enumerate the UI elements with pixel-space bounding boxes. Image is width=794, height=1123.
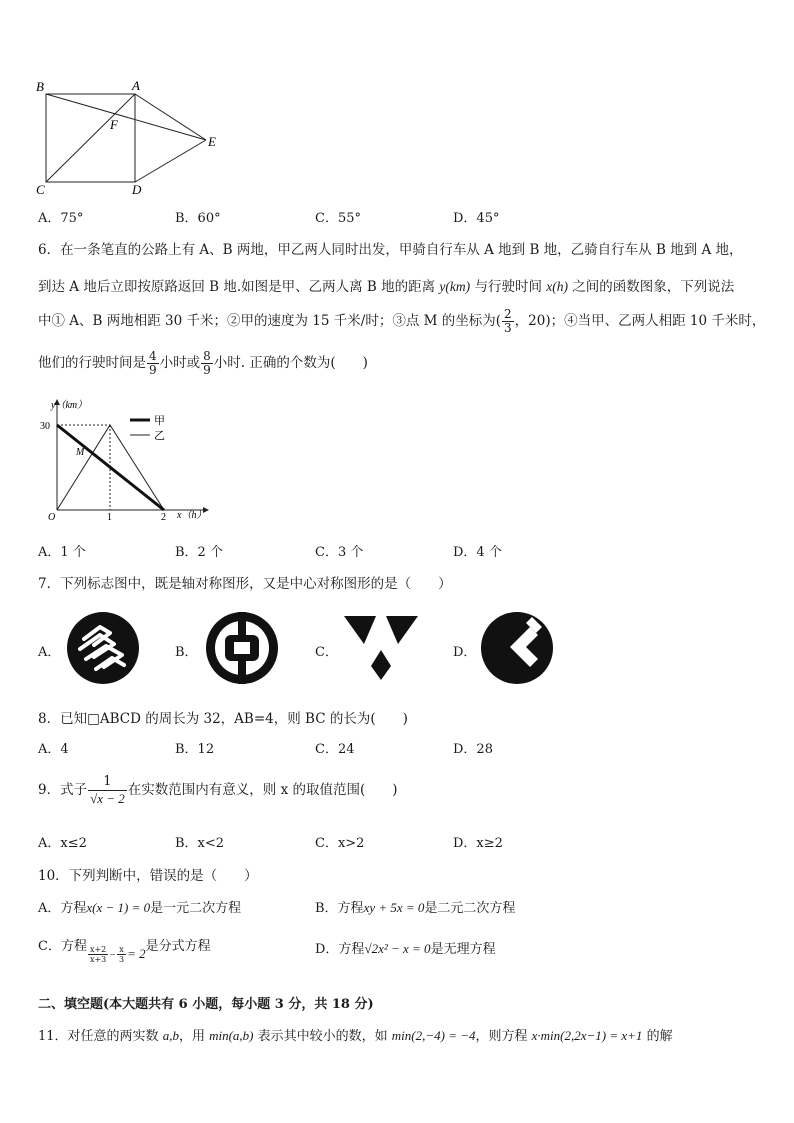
q7-option-a[interactable]: A． <box>38 645 61 660</box>
q6-legend-jia: 甲 <box>154 415 165 427</box>
q6-line-4a: 他们的行驶时间是 <box>38 355 146 371</box>
q6-line-4c: 小时. 正确的个数为( ) <box>213 355 368 371</box>
q10-option-a-suffix: 是一元二次方程 <box>150 901 242 916</box>
q7-stem: 7．下列标志图中，既是轴对称图形，又是中心对称图形的是（ ） <box>38 576 452 592</box>
q10-option-c-suffix: 是分式方程 <box>145 939 211 954</box>
q9-option-c[interactable]: C．x>2 <box>315 836 365 851</box>
q5-option-c[interactable]: C．55° <box>315 211 361 226</box>
q6-line-3a: 中① A、B 两地相距 30 千米；②甲的速度为 15 千米/时；③点 M 的坐标为( <box>38 313 501 329</box>
q10-option-d-equation: √2x² − x = 0 <box>364 941 431 956</box>
q8-stem: 8．已知□ABCD 的周长为 32，AB=4，则 BC 的长为( ) <box>38 711 408 727</box>
q5-option-b[interactable]: B．60° <box>175 211 221 226</box>
q9-fraction: $\frac{1}{√x - 2}$ <box>90 774 125 806</box>
q10-option-c-equals: = 2 <box>127 946 146 961</box>
q11-text-equation: x·min(2,2x−1) = x+1 <box>531 1028 643 1043</box>
q10-option-c[interactable] <box>38 935 211 964</box>
q6-option-b[interactable]: B．2 个 <box>175 545 223 560</box>
q6-graph <box>30 394 220 526</box>
q5-option-a[interactable]: A．75° <box>38 211 84 226</box>
q6-line-4 <box>38 350 368 377</box>
q9-option-d[interactable]: D．x≥2 <box>453 836 503 851</box>
q5-label-f: F <box>110 117 118 132</box>
q6-x-unit: x(h) <box>546 279 568 294</box>
q6-line-3b: ，20)；④当甲、乙两人相距 10 千米时， <box>514 313 766 329</box>
section-2-heading: 二、填空题(本大题共有 6 小题，每小题 3 分，共 18 分) <box>38 997 374 1012</box>
q6-line-2e: 之间的函数图象，下列说法 <box>567 279 735 295</box>
q5-label-b: B <box>36 79 44 94</box>
q6-line-3 <box>38 308 765 335</box>
q7-option-d[interactable]: D． <box>453 645 477 660</box>
q10-option-d-suffix: 是无理方程 <box>430 942 496 957</box>
q7-option-b[interactable]: B． <box>175 645 198 660</box>
q11-text-example: min(2,−4) = −4 <box>391 1028 476 1043</box>
q9-stem-b: 在实数范围内有意义，则 x 的取值范围( ) <box>127 782 398 798</box>
q6-line-4b: 小时或 <box>159 355 201 371</box>
q5-label-a: A <box>132 78 140 93</box>
q6-legend-yi: 乙 <box>154 430 165 442</box>
q6-line-2 <box>38 275 734 295</box>
q7-option-c[interactable]: C． <box>315 645 338 660</box>
q6-y-tick-30: 30 <box>40 421 50 432</box>
logo-a-icon <box>66 611 140 685</box>
q9-stem <box>38 774 398 807</box>
q10-option-b-suffix: 是二元二次方程 <box>424 901 516 916</box>
q5-label-e: E <box>208 134 216 149</box>
q6-option-a[interactable]: A．1 个 <box>38 545 86 560</box>
q10-option-b-prefix: B．方程 <box>315 901 364 916</box>
q5-label-d: D <box>132 182 142 197</box>
q6-line-1: 6．在一条笔直的公路上有 A、B 两地，甲乙两人同时出发，甲骑自行车从 A 地到 B 地，乙骑自行车从 B 地到 A 地， <box>38 242 743 258</box>
q8-option-b[interactable]: B．12 <box>175 742 215 757</box>
q11-text-a: 11．对任意的两实数 <box>38 1029 163 1044</box>
q8-option-d[interactable]: D．28 <box>453 742 493 757</box>
logo-d-icon <box>480 611 554 685</box>
q6-x-tick-1: 1 <box>107 512 112 523</box>
q11-text-ab: a,b <box>162 1028 179 1043</box>
q11-text-c: 表示其中较小的数，如 <box>253 1029 392 1044</box>
q11-text-min: min(a,b) <box>209 1028 254 1043</box>
q8-option-a[interactable]: A．4 <box>38 742 69 757</box>
q6-point-m: M <box>76 447 85 458</box>
q6-line-2a: 到达 A 地后立即按原路返回 B 地.如图是甲、乙两人离 B 地的距离 <box>38 279 440 295</box>
q10-option-c-prefix: C．方程 <box>38 939 87 954</box>
q9-option-a[interactable]: A．x≤2 <box>38 836 87 851</box>
q6-x-axis-label: x（h） <box>177 510 207 521</box>
q6-origin: O <box>48 512 56 523</box>
q6-line-2c: 与行驶时间 <box>470 279 547 295</box>
q11-text-b: ，用 <box>178 1029 210 1044</box>
q6-fraction-1: $\frac{4}{9}$ <box>149 349 157 377</box>
q11-text-e: 的解 <box>642 1029 673 1044</box>
q10-option-a-equation: x(x − 1) = 0 <box>86 900 151 915</box>
q10-option-d[interactable] <box>315 938 496 957</box>
q10-stem: 10．下列判断中，错误的是（ ） <box>38 868 258 884</box>
q10-option-a-prefix: A．方程 <box>38 901 87 916</box>
q5-label-c: C <box>36 182 45 197</box>
q6-option-c[interactable]: C．3 个 <box>315 545 364 560</box>
q6-y-axis-label: y（km） <box>51 400 88 411</box>
q11-text-d: ，则方程 <box>475 1029 532 1044</box>
logo-c-icon <box>344 614 418 680</box>
q11-text <box>38 1025 673 1044</box>
q6-y-unit: y(km) <box>439 279 471 294</box>
q6-x-tick-2: 2 <box>161 512 166 523</box>
q6-fraction-2: $\frac{8}{9}$ <box>203 349 211 377</box>
q10-option-c-fraction-2: $\frac{x}{3}$ <box>119 945 125 964</box>
q6-fraction-m: $\frac{2}{3}$ <box>504 307 512 335</box>
q10-option-c-fraction-1: $\frac{x+2}{x+3}$ <box>89 945 107 964</box>
q5-option-d[interactable]: D．45° <box>453 211 500 226</box>
q9-option-b[interactable]: B．x<2 <box>175 836 225 851</box>
logo-b-icon <box>205 611 279 685</box>
q10-option-b-equation: xy + 5x = 0 <box>363 900 425 915</box>
q10-option-c-minus: − <box>109 950 117 961</box>
q10-option-a[interactable] <box>38 897 241 916</box>
q10-option-d-prefix: D．方程 <box>315 942 365 957</box>
q8-option-c[interactable]: C．24 <box>315 742 355 757</box>
q5-figure <box>30 76 230 198</box>
q6-option-d[interactable]: D．4 个 <box>453 545 502 560</box>
q9-stem-a: 9．式子 <box>38 782 88 798</box>
q10-option-b[interactable] <box>315 897 515 916</box>
